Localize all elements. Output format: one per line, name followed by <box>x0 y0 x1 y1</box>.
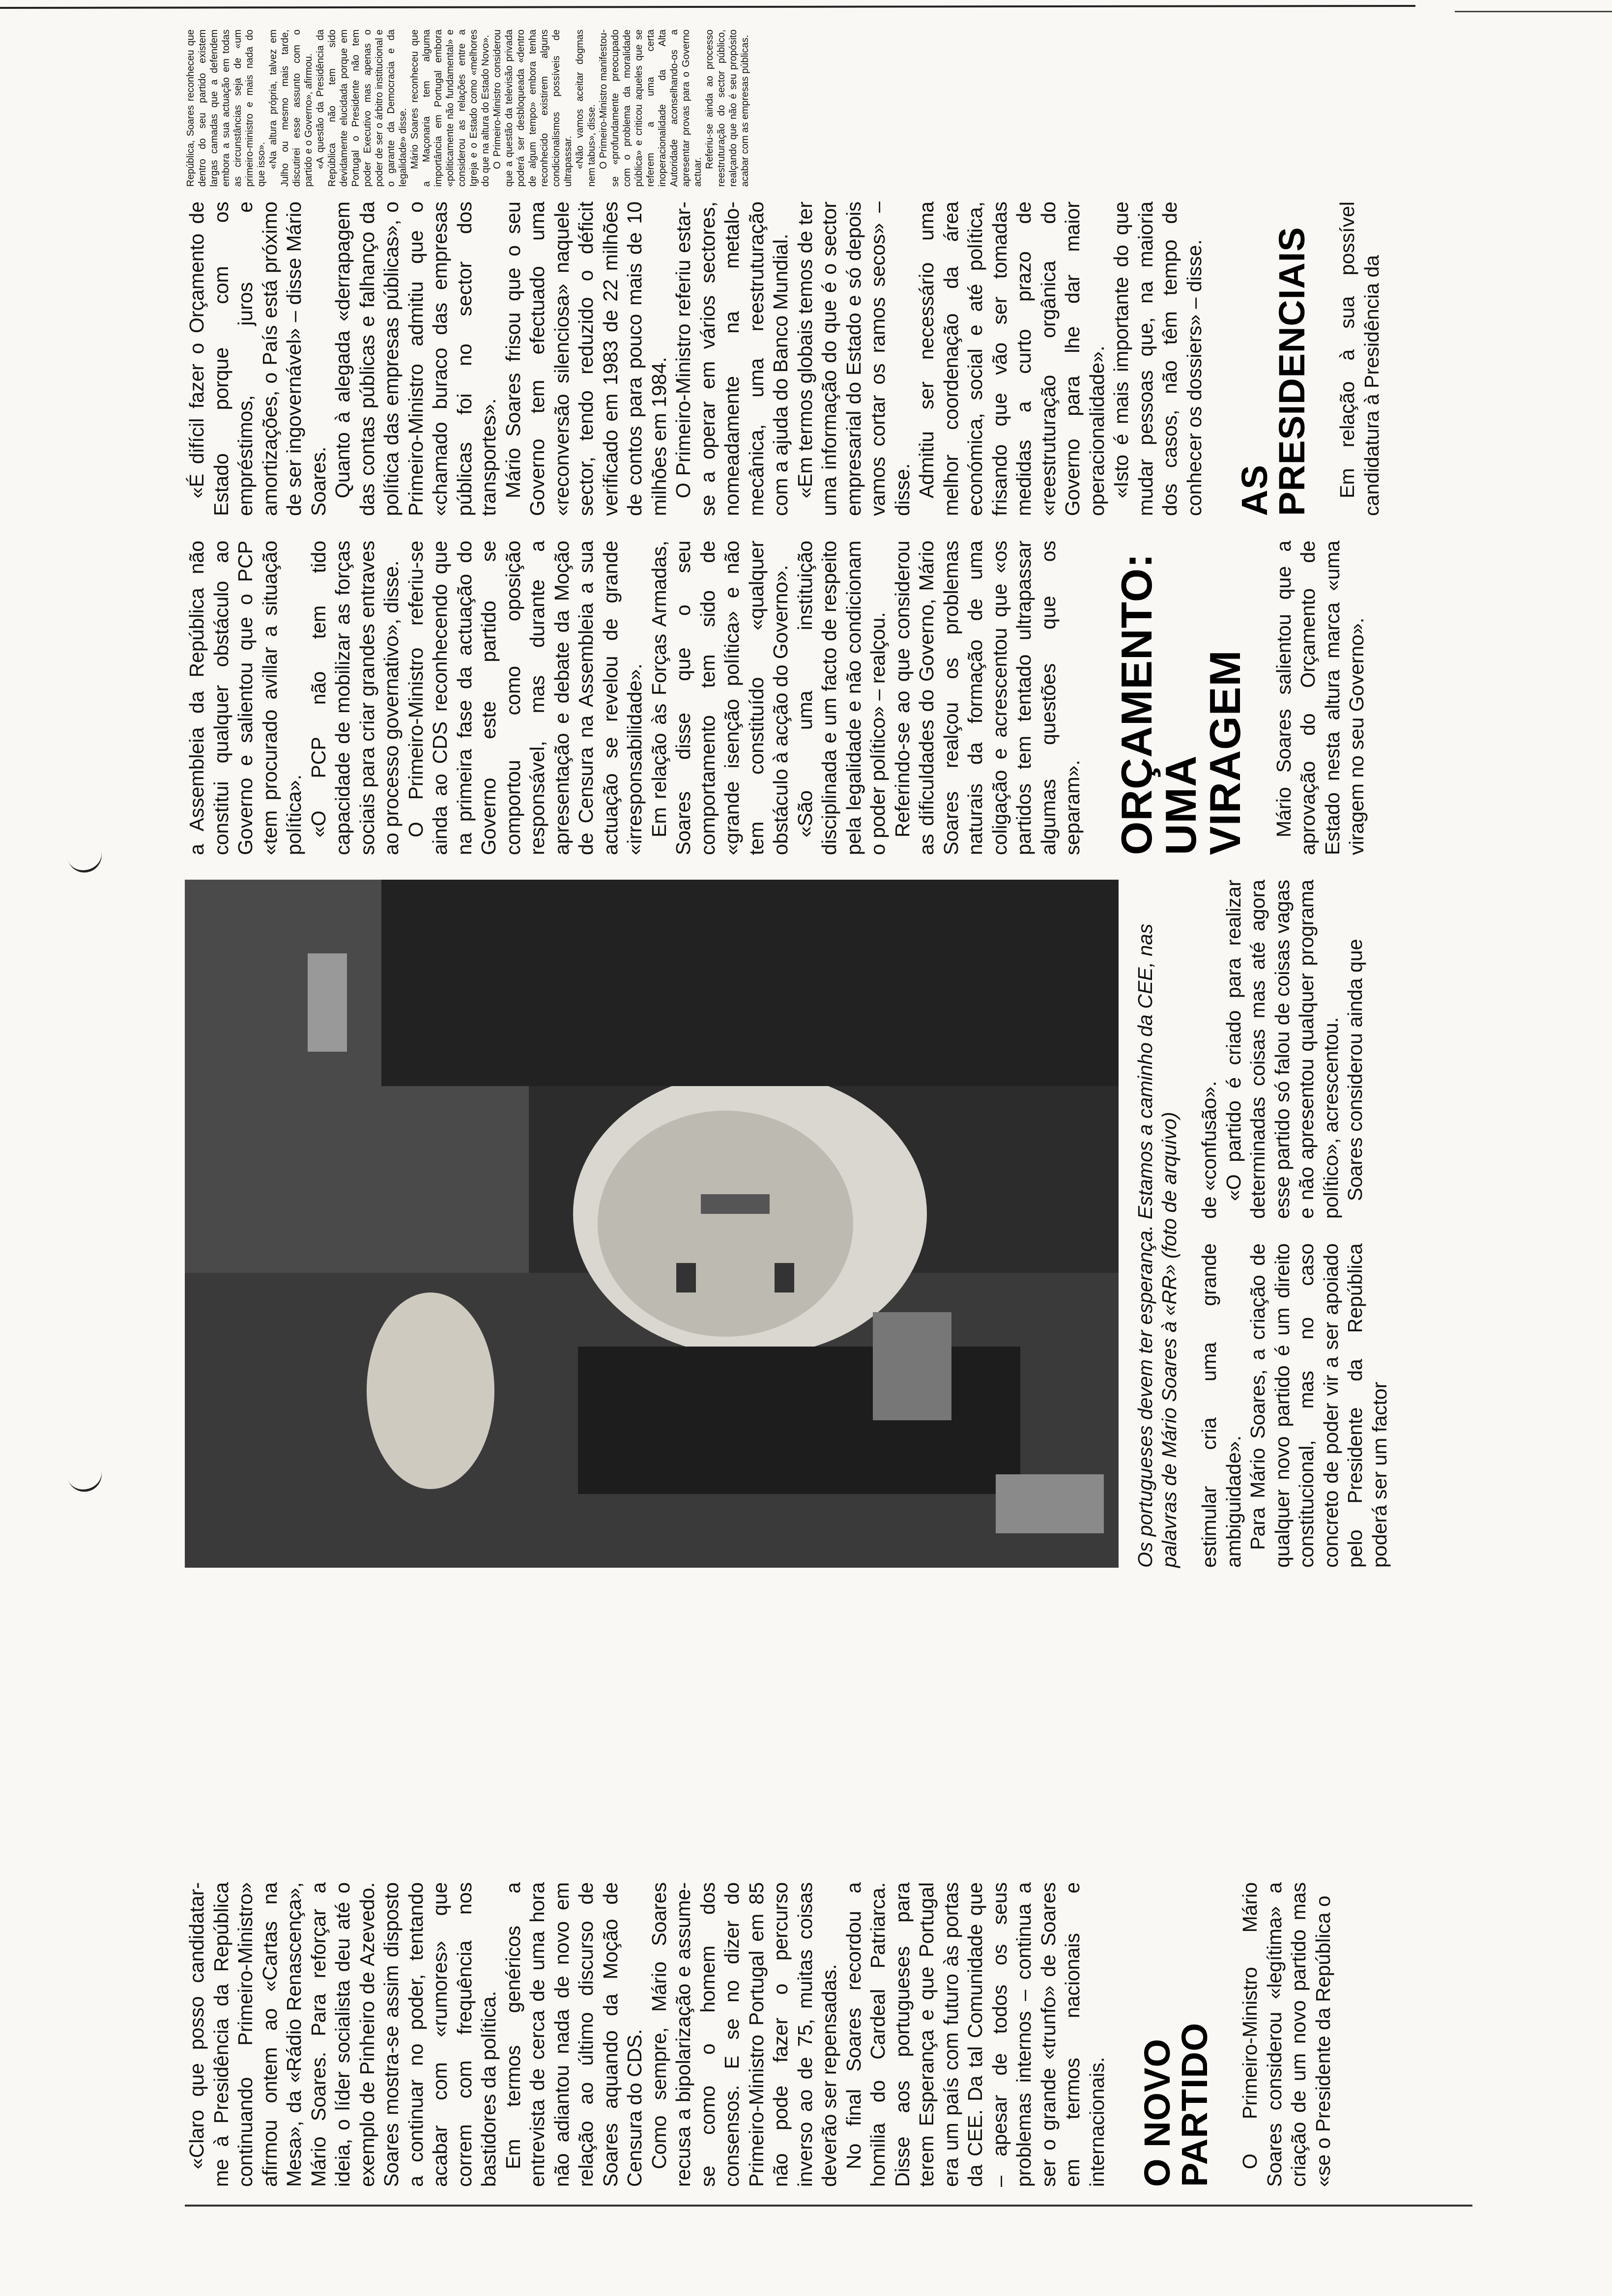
section-heading-orcamento: ORÇAMENTO: UMA VIRAGEM <box>1112 553 1249 855</box>
paragraph: «Não vamos aceitar dogmas nem tabus», disse. <box>575 29 597 187</box>
column-5 <box>185 201 1384 516</box>
paragraph: «São uma instituição disciplinada e um facto de respeito pela legalidade e não condicionam o poder político» – realçou. <box>793 541 889 855</box>
paragraph: O Primeiro-Ministro referiu-se ainda ao CDS reconhecendo que na primeira fase da actuação do Governo este partido se comportou como oposição responsável, mas durante a apresentação e debate da Moção de Censura na Assembleia a sua actuação se revelou de grande «irresponsabilidade». <box>404 541 646 855</box>
paragraph: «O PCP não tem tido capacidade de mobilizar as forças sociais para criar grandes entraves ao processo governativo», disse. <box>307 541 403 855</box>
scan-artifact-mark <box>66 846 105 877</box>
paragraph: «Claro que posso candidatar-me à Presidência da República continuando Primeiro-Ministro» afirmou ontem ao «Cartas na Mesa», da «Rádio Renascença», Mário Soares. Para reforçar a ideia, o líder socialista deu até o exemplo de Pinheiro de Azevedo. Soares mostra-se assim disposto a continuar no poder, tentando acabar com «rumores» que correm com frequência nos bastidores da política. <box>185 1882 500 2187</box>
paragraph: estimular cria uma grande ambiguidade». <box>1198 1243 1245 1568</box>
photo-mario-soares <box>185 880 1119 1568</box>
column-2 <box>1197 1243 1392 1568</box>
paragraph: Em relação à sua possível candidatura à Presidência da <box>1336 201 1383 516</box>
paragraph: Mário Soares frisou que o seu Governo tem efectuado uma «reconversão silenciosa» naquele sector, tendo reduzido o déficit verificado em 1983 de 22 milhões de contos para pouco mais de 10 milhões em 1984. <box>501 201 670 516</box>
paragraph: a Assembleia da República não constitui qualquer obstáculo ao Governo e salientou que o PCP «tem procurado avillar a situação política». <box>185 541 305 855</box>
paragraph: Em relação às Forças Armadas, Soares disse que o seu comportamento tem sido de «grande isenção política» e não tem constituído «qualquer obstáculo à acção do Governo». <box>647 541 792 855</box>
paragraph: Como sempre, Mário Soares recusa a bipolarização e assume-se como o homem dos consensos. E se no dizer do Primeiro-Ministro Portugal em 85 não pode fazer o percurso inverso ao de 75, muitas coisas deverão ser repensadas. <box>647 1882 840 2187</box>
paragraph: Soares considerou ainda que <box>1344 939 1366 1201</box>
paragraph: República, Soares reconheceu que dentro do seu partido existem largas camadas que a defendem embora a sua actuação em todas as circunstâncias seja de «um primeiro-ministro e mais nada do que isso». <box>185 29 267 187</box>
section-heading-novo-partido: O NOVO PARTIDO <box>1137 2022 1215 2187</box>
scan-artifact-mark <box>66 1465 105 1496</box>
paragraph: Para Mário Soares, a criação de qualquer novo partido é um direito constitucional, mas no caso concreto de poder vir a ser apoiado pelo Presidente da República poderá ser um factor <box>1246 1243 1391 1568</box>
paragraph: Admitiu ser necessário uma melhor coordenação da área económica, social e até política, frisando que vão ser tomadas medidas a curto prazo de «reestruturação orgânica do Governo para lhe dar maior operacionalidade». <box>915 201 1108 516</box>
paragraph: de «confusão». <box>1198 1081 1220 1219</box>
top-edge-rule <box>0 5 1415 9</box>
left-column-rule <box>185 2205 1472 2207</box>
paragraph: Mário Soares salientou que a aprovação do Orçamento de Estado nesta altura marca «uma viragem no seu Governo». <box>1272 541 1368 855</box>
paragraph: «É difícil fazer o Orçamento de Estado porque com os empréstimos, juros e amortizações, o País está próximo de ser ingovernável» – disse Mário Soares. <box>185 201 330 516</box>
column-3 <box>1197 880 1368 1219</box>
top-edge-rule-right <box>1455 11 1612 12</box>
paragraph: «Isto é mais importante do que mudar pessoas que, na maioria dos casos, não têm tempo de conhecer os dossiers» – disse. <box>1110 201 1206 516</box>
paragraph: Referiu-se ainda ao processo reestruturação do sector público, realçando que não é seu propósito acabar com as empresas públicas. <box>704 29 750 187</box>
paragraph: Mário Soares reconheceu que a Maçonaria tem alguma importância em Portugal embora «politicamente não fundamental» e considerou as relações entre a Igreja e o Estado como «melhores do que na altura do Estado Novo». <box>409 29 491 187</box>
paragraph: O Primeiro-Ministro considerou que a questão da televisão privada poderá ser desbloqueada «dentro de algum tempo» embora tenha reconhecido existirem alguns condicionalismos possíveis de ultrapassar. <box>492 29 574 187</box>
paragraph: O Primeiro-Ministro manifestou-se «profundamente preocupado com o problema da moralidade pública» e criticou aqueles que se referem a uma certa inoperacionalidade da Alta Autoridade aconselhando-os a apresentar provas para o Governo actuar. <box>598 29 703 187</box>
paragraph: «A questão da Presidência da República não tem sido devidamente elucidada porque em Portugal o Presidente não tem poder Executivo mas apenas o poder de ser o árbitro institucional e o garante da Democracia e da legalidade» disse. <box>315 29 408 187</box>
photo-caption: Os portugueses devem ter esperança. Estamos a caminho da CEE, nas palavras de Mário Soares à «RR» (foto de arquivo) <box>1134 923 1180 1568</box>
paragraph: Referindo-se ao que considerou as dificuldades do Governo, Mário Soares realçou os problemas naturais da formação de uma coligação e acrescentou que «os partidos tem tentado ultrapassar algumas questões que os separam». <box>891 541 1084 855</box>
paragraph: «Na altura própria, talvez em Julho ou mesmo mais tarde, discutirei esse assunto com o partido e o Governo», afirmou. <box>268 29 314 187</box>
newspaper-article <box>185 25 1482 2207</box>
paragraph: No final Soares recordou a homilia do Cardeal Patriarca. Disse aos portugueses para terem Esperança e que Portugal era um país com futuro às portas da CEE. Da tal Comunidade que – apesar de todos os seus problemas internos – continua a ser o grande «trunfo» de Soares em termos nacionais e internacionais. <box>842 1882 1108 2187</box>
paragraph: Em termos genéricos a entrevista de cerca de uma hora não adiantou nada de novo em relação ao último discurso de Soares aquando da Moção de Censura do CDS. <box>501 1882 646 2187</box>
photo-image <box>185 880 1119 1568</box>
column-6 <box>185 29 751 187</box>
paragraph: Quanto à alegada «derrapagem das contas públicas e falhanço da política das empresas públicas», o Primeiro-Ministro admitiu que o «chamado buraco das empresas públicas foi no sector dos transportes». <box>331 201 500 516</box>
paragraph: «O partido é criado para realizar determinadas coisas mas até agora esse partido só falou de coisas vagas e não apresentou qualquer programa político», acrescentou. <box>1222 880 1342 1219</box>
paragraph: O Primeiro-Ministro Mário Soares considerou «legítima» a criação de um novo partido mas «se o Presidente da República o <box>1238 1882 1334 2187</box>
paragraph: «Em termos globais temos de ter uma informação do que é o sector empresarial do Estado e só depois vamos cortar os ramos secos» – disse. <box>793 201 914 516</box>
column-1 <box>185 1882 1335 2187</box>
column-4 <box>185 541 1369 855</box>
section-heading-presidenciais: AS PRESIDENCIAIS <box>1234 227 1312 516</box>
paragraph: O Primeiro-Ministro referiu estar-se a operar em vários sectores, nomeadamente na metalo-mecânica, uma reestruturação com a ajuda do Banco Mundial. <box>672 201 792 516</box>
